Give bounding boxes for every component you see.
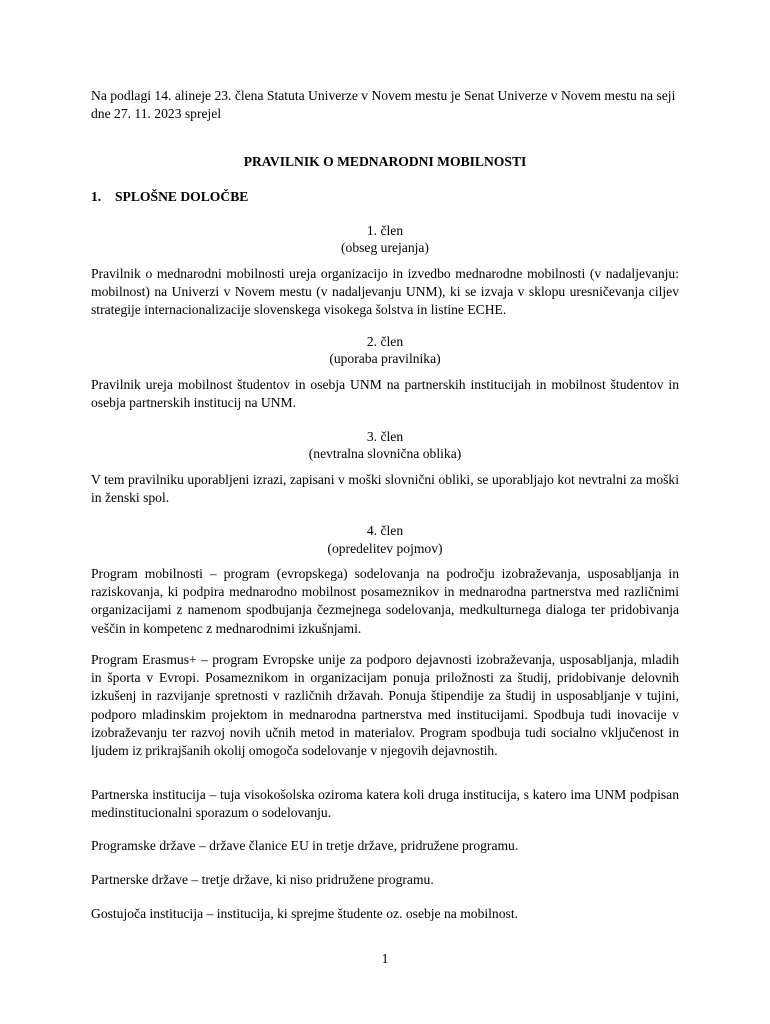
article-3-subtitle: (nevtralna slovnična oblika)	[308, 446, 462, 461]
definition-program-erasmus: Program Erasmus+ – program Evropske unije za podporo dejavnosti izobraževanja, usposabljanja, mladih in športa v Evropi. Posameznikom in organizacijam ponuja priložnosti za študij, pridobivanje delovnih izkušenj in razvijanje spretnosti v različnih državah. Ponuja štipendije za študij in usposabljanje v tujini, podporo mladinskim projektom in mednarodna partnerstva med institucijami. Spodbuja tudi inovacije v izobraževanju ter razvoj novih učnih metod in materialov. Program spodbuja tudi socialno vključenost in ljudem iz prikrajšanih okolij omogoča sodelovanje v njegovih dejavnostih.	[91, 652, 679, 759]
section-title: SPLOŠNE DOLOČBE	[115, 189, 249, 204]
article-3-number: 3. člen	[366, 429, 404, 444]
section-number: 1.	[91, 189, 102, 204]
article-1-text: Pravilnik o mednarodni mobilnosti ureja organizacijo in izvedbo mednarodne mobilnosti (v nadaljevanju: mobilnost) na Univerzi v Novem mestu (v nadaljevanju UNM), ki se izvaja v sklopu uresničevanja ciljev strategije internacionalizacije slovenskega visokega šolstva in listine ECHE.	[91, 266, 679, 318]
section-heading	[91, 188, 679, 206]
article-2-text: Pravilnik ureja mobilnost študentov in osebja UNM na partnerskih institucijah in mobilnost študentov in osebja partnerskih institucij na UNM.	[91, 377, 679, 411]
definition-partnerska-institucija: Partnerska institucija – tuja visokošolska oziroma katera koli druga institucija, s katero ima UNM podpisan medinstitucionalni sporazum o sodelovanju.	[91, 787, 679, 821]
article-2-number: 2. člen	[366, 334, 404, 349]
page-number: 1	[381, 951, 389, 966]
article-4-number: 4. člen	[366, 523, 404, 538]
definition-program-mobilnosti: Program mobilnosti – program (evropskega) sodelovanja na področju izobraževanja, usposabljanja in raziskovanja, ki podpira mednarodno mobilnost posameznikov in mednarodna partnerstva med različnimi organizacijami z namenom spodbujanja čezmejnega sodelovanja, medkulturnega dialoga ter pridobivanja veščin in kompetenc z mednarodnimi izkušnjami.	[91, 566, 679, 636]
intro-paragraph: Na podlagi 14. alineje 23. člena Statuta Univerze v Novem mestu je Senat Univerze v Novem mestu na seji dne 27. 11. 2023 sprejel	[91, 88, 676, 122]
article-3-text: V tem pravilniku uporabljeni izrazi, zapisani v moški slovnični obliki, se uporabljajo kot nevtralni za moški in ženski spol.	[91, 472, 679, 506]
definition-gostujoca-institucija: Gostujoča institucija – institucija, ki sprejme študente oz. osebje na mobilnost.	[91, 906, 518, 921]
definition-partnerske-drzave: Partnerske države – tretje države, ki niso pridružene programu.	[91, 872, 434, 887]
article-4-subtitle: (opredelitev pojmov)	[327, 541, 443, 556]
article-2-subtitle: (uporaba pravilnika)	[329, 351, 441, 366]
article-1-number: 1. člen	[366, 223, 404, 238]
document-title: PRAVILNIK O MEDNARODNI MOBILNOSTI	[243, 154, 527, 169]
article-1-subtitle: (obseg urejanja)	[341, 240, 429, 255]
definition-programske-drzave: Programske države – države članice EU in tretje države, pridružene programu.	[91, 838, 519, 853]
